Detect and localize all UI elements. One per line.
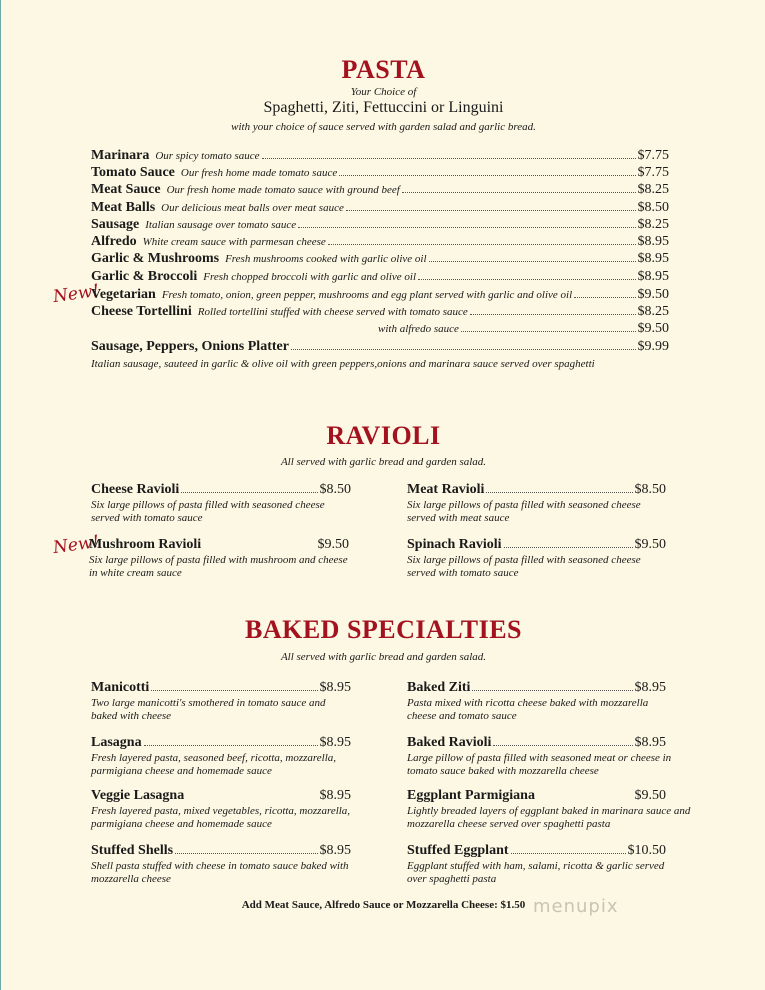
baked-item (91, 788, 361, 831)
item-desc: Two large manicotti's smothered in tomato sauce and baked with cheese (91, 697, 326, 722)
pasta-platter (91, 339, 669, 356)
baked-item (407, 843, 666, 886)
pasta-item-variant (378, 321, 669, 338)
item-name: Meat Ravioli (407, 482, 485, 497)
item-price: $8.95 (637, 234, 669, 249)
item-price: $8.50 (637, 200, 669, 215)
item-price: $8.95 (319, 788, 351, 803)
dot-leader (262, 148, 636, 159)
item-desc: Six large pillows of pasta filled with seasoned cheese served with tomato sauce (407, 554, 641, 579)
item-name: Stuffed Eggplant (407, 843, 509, 858)
item-desc: Fresh tomato, onion, green pepper, mushrooms and egg plant served with garlic and olive oil (161, 289, 573, 301)
item-desc: Shell pasta stuffed with cheese in tomato sauce baked with mozzarella cheese (91, 860, 349, 885)
item-name: Meat Balls (91, 200, 156, 215)
pasta-item (91, 287, 669, 304)
item-desc: Fresh layered pasta, seasoned beef, ricotta, mozzarella, parmigiana cheese and homemade sauce (91, 752, 337, 777)
ravioli-subtitle: All served with garlic bread and garden salad. (280, 456, 487, 468)
baked-item (407, 680, 666, 723)
dot-leader (418, 269, 636, 280)
pasta-choice-line: Your Choice of (350, 86, 417, 98)
ravioli-item (407, 537, 666, 580)
item-desc: Italian sausage over tomato sauce (145, 219, 297, 231)
baked-title: BAKED SPECIALTIES (244, 615, 523, 644)
pasta-item (91, 182, 669, 199)
dot-leader (339, 165, 635, 176)
item-price: $9.99 (637, 339, 669, 354)
dot-leader (402, 182, 636, 193)
item-desc: with alfredo sauce (378, 323, 459, 335)
item-desc: Six large pillows of pasta filled with mushroom and cheese in white cream sauce (89, 554, 348, 579)
dot-leader (511, 843, 626, 854)
item-name: Meat Sauce (91, 182, 161, 197)
item-desc: Six large pillows of pasta filled with seasoned cheese served with meat sauce (407, 499, 641, 524)
new-badge: New! (51, 280, 101, 308)
item-price: $8.95 (634, 680, 666, 695)
dot-leader (429, 251, 636, 262)
dot-leader (493, 735, 632, 746)
item-name: Eggplant Parmigiana (407, 788, 535, 803)
baked-item (91, 680, 351, 723)
item-price: $9.50 (637, 287, 669, 302)
item-name: Cheese Ravioli (91, 482, 180, 497)
ravioli-item (91, 482, 351, 525)
item-price: $8.25 (637, 182, 669, 197)
item-name: Vegetarian (91, 287, 156, 302)
item-name: Manicotti (91, 680, 150, 695)
pasta-title: PASTA (341, 55, 426, 84)
add-on-note: Add Meat Sauce, Alfredo Sauce or Mozzarella Cheese: $1.50 (241, 899, 526, 911)
pasta-types: Spaghetti, Ziti, Fettuccini or Linguini (263, 99, 504, 116)
item-desc: Rolled tortellini stuffed with cheese served with tomato sauce (197, 306, 468, 318)
item-name: Baked Ziti (407, 680, 471, 695)
item-name: Mushroom Ravioli (89, 537, 202, 552)
watermark: menupix (533, 896, 619, 917)
pasta-item (91, 200, 669, 217)
item-price: $8.95 (637, 269, 669, 284)
ravioli-item (407, 482, 666, 525)
platter-desc: Italian sausage, sauteed in garlic & olive oil with green peppers,onions and marinara sauce served over spaghetti (91, 358, 595, 370)
dot-leader (181, 482, 317, 493)
item-name: Marinara (91, 148, 150, 163)
dot-leader (151, 680, 317, 691)
item-desc: Fresh layered pasta, mixed vegetables, ricotta, mozzarella, parmigiana cheese and homemade sauce (91, 805, 351, 830)
item-price: $8.95 (634, 735, 666, 750)
item-desc: Six large pillows of pasta filled with seasoned cheese served with tomato sauce (91, 499, 325, 524)
item-desc: Large pillow of pasta filled with seasoned meat or cheese in tomato sauce baked with mozzarella cheese (407, 752, 672, 777)
ravioli-item (89, 537, 349, 580)
dot-leader (346, 200, 636, 211)
item-price: $8.50 (319, 482, 351, 497)
baked-item (91, 843, 351, 886)
item-price: $8.95 (319, 680, 351, 695)
pasta-item (91, 165, 669, 182)
item-price: $8.25 (637, 217, 669, 232)
pasta-item (91, 148, 669, 165)
pasta-item (91, 217, 669, 234)
item-name: Baked Ravioli (407, 735, 492, 750)
dot-leader (291, 339, 636, 350)
item-name: Sausage (91, 217, 140, 232)
item-price: $8.95 (319, 735, 351, 750)
item-price: $8.50 (634, 482, 666, 497)
pasta-item (91, 269, 669, 286)
baked-item (91, 735, 351, 778)
new-badge: New! (51, 531, 101, 559)
item-desc: Our fresh home made tomato sauce (180, 167, 338, 179)
dot-leader (298, 217, 635, 228)
item-price: $7.75 (637, 148, 669, 163)
pasta-item (91, 251, 669, 268)
item-desc: Our fresh home made tomato sauce with ground beef (166, 184, 400, 196)
dot-leader (328, 234, 636, 245)
item-price: $8.25 (637, 304, 669, 319)
item-name: Tomato Sauce (91, 165, 175, 180)
dot-leader (574, 287, 635, 298)
item-name: Veggie Lasagna (91, 788, 185, 803)
item-name: Spinach Ravioli (407, 537, 502, 552)
ravioli-title: RAVIOLI (326, 421, 441, 450)
dot-leader (144, 735, 318, 746)
item-name: Sausage, Peppers, Onions Platter (91, 339, 289, 354)
item-price: $8.95 (319, 843, 351, 858)
item-desc: Lightly breaded layers of eggplant baked in marinara sauce and mozzarella cheese served over spaghetti pasta (407, 805, 691, 830)
item-name: Lasagna (91, 735, 142, 750)
pasta-item (91, 234, 669, 251)
item-name: Cheese Tortellini (91, 304, 192, 319)
item-price: $9.50 (637, 321, 669, 336)
dot-leader (461, 321, 636, 332)
item-price: $9.50 (634, 788, 666, 803)
baked-item (407, 735, 697, 778)
item-price: $10.50 (627, 843, 666, 858)
item-desc: White cream sauce with parmesan cheese (142, 236, 326, 248)
dot-leader (486, 482, 632, 493)
item-price: $8.95 (637, 251, 669, 266)
item-price: $7.75 (637, 165, 669, 180)
item-name: Garlic & Mushrooms (91, 251, 220, 266)
dot-leader (504, 537, 633, 548)
baked-subtitle: All served with garlic bread and garden salad. (280, 651, 487, 663)
dot-leader (472, 680, 632, 691)
item-desc: Our delicious meat balls over meat sauce (161, 202, 344, 214)
item-name: Alfredo (91, 234, 137, 249)
item-desc: Eggplant stuffed with ham, salami, ricotta & garlic served over spaghetti pasta (407, 860, 665, 885)
item-name: Garlic & Broccoli (91, 269, 198, 284)
dot-leader (175, 843, 317, 854)
item-price: $9.50 (317, 537, 349, 552)
item-desc: Our spicy tomato sauce (155, 150, 260, 162)
item-desc: Fresh chopped broccoli with garlic and olive oil (203, 271, 416, 283)
pasta-sauce-line: with your choice of sauce served with garden salad and garlic bread. (231, 121, 536, 133)
item-desc: Pasta mixed with ricotta cheese baked with mozzarella cheese and tomato sauce (407, 697, 649, 722)
item-price: $9.50 (634, 537, 666, 552)
item-desc: Fresh mushrooms cooked with garlic olive oil (225, 253, 427, 265)
pasta-item (91, 304, 669, 321)
dot-leader (470, 304, 636, 315)
baked-item (407, 788, 697, 831)
item-name: Stuffed Shells (91, 843, 174, 858)
